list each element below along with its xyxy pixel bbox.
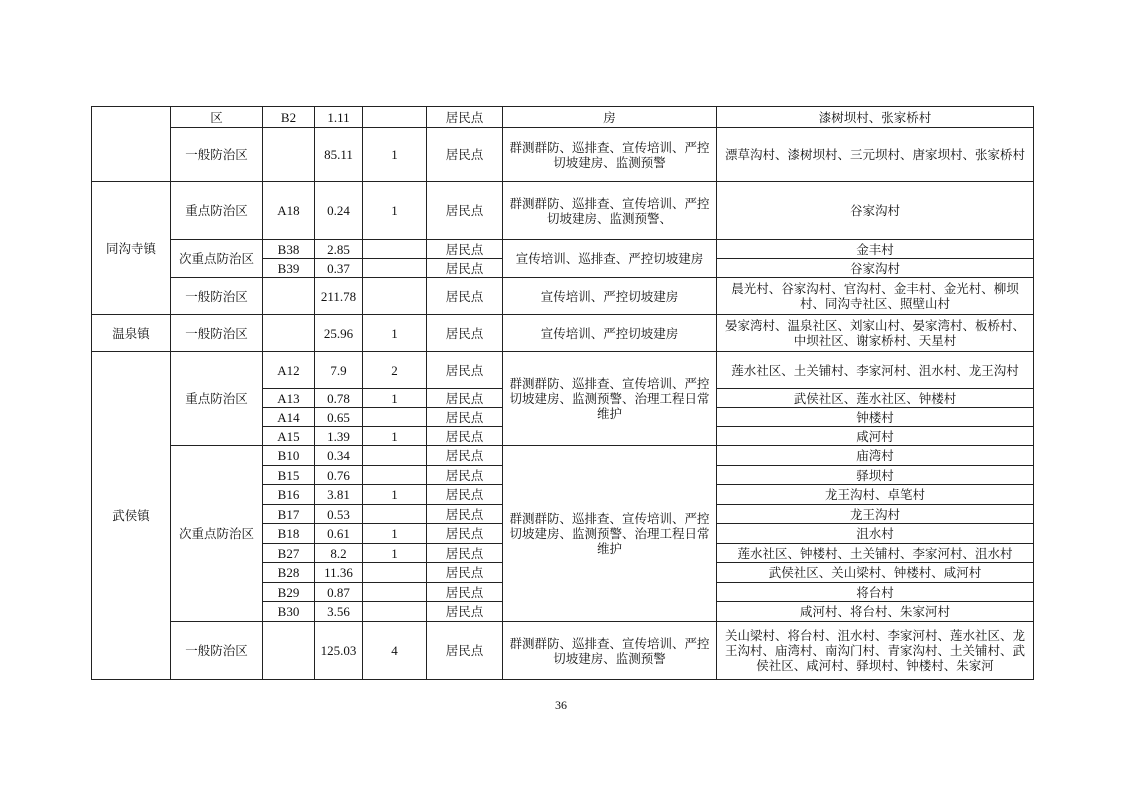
code-cell	[263, 315, 315, 352]
code-cell: A14	[263, 408, 315, 427]
count-cell	[363, 563, 427, 583]
area-cell: 0.76	[315, 466, 363, 485]
code-cell: A13	[263, 389, 315, 408]
area-cell: 8.2	[315, 544, 363, 563]
area-cell: 1.11	[315, 107, 363, 128]
target-cell: 居民点	[427, 352, 503, 389]
target-cell: 居民点	[427, 544, 503, 563]
count-cell: 1	[363, 485, 427, 505]
zone-cell: 次重点防治区	[171, 446, 263, 622]
villages-cell: 漂草沟村、漆树坝村、三元坝村、唐家坝村、张家桥村	[717, 128, 1034, 182]
measures-cell: 房	[503, 107, 717, 128]
measures-cell: 群测群防、巡排查、宣传培训、严控切坡建房、监测预警、治理工程日常维护	[503, 446, 717, 622]
count-cell	[363, 466, 427, 485]
code-cell	[263, 128, 315, 182]
code-cell: B2	[263, 107, 315, 128]
code-cell	[263, 278, 315, 315]
area-cell: 0.65	[315, 408, 363, 427]
code-cell: B39	[263, 259, 315, 278]
table-row	[92, 107, 1034, 128]
count-cell: 1	[363, 182, 427, 240]
count-cell: 1	[363, 128, 427, 182]
villages-cell: 龙王沟村、卓笔村	[717, 485, 1034, 505]
table-row	[92, 278, 1034, 315]
code-cell: B10	[263, 446, 315, 466]
count-cell: 1	[363, 427, 427, 446]
town-cell: 武侯镇	[92, 352, 171, 680]
count-cell	[363, 240, 427, 259]
target-cell: 居民点	[427, 259, 503, 278]
code-cell: B30	[263, 602, 315, 622]
villages-cell: 漆树坝村、张家桥村	[717, 107, 1034, 128]
area-cell: 25.96	[315, 315, 363, 352]
target-cell: 居民点	[427, 485, 503, 505]
count-cell: 2	[363, 352, 427, 389]
measures-cell: 群测群防、巡排查、宣传培训、严控切坡建房、监测预警、	[503, 182, 717, 240]
villages-cell: 谷家沟村	[717, 259, 1034, 278]
code-cell: A18	[263, 182, 315, 240]
area-cell: 85.11	[315, 128, 363, 182]
villages-cell: 龙王沟村	[717, 505, 1034, 524]
target-cell: 居民点	[427, 602, 503, 622]
target-cell: 居民点	[427, 583, 503, 602]
area-cell: 0.34	[315, 446, 363, 466]
count-cell	[363, 446, 427, 466]
target-cell: 居民点	[427, 389, 503, 408]
code-cell: A15	[263, 427, 315, 446]
count-cell: 1	[363, 524, 427, 544]
measures-cell: 宣传培训、严控切坡建房	[503, 315, 717, 352]
count-cell: 4	[363, 622, 427, 680]
target-cell: 居民点	[427, 278, 503, 315]
target-cell: 居民点	[427, 563, 503, 583]
villages-cell: 庙湾村	[717, 446, 1034, 466]
villages-cell: 莲水社区、钟楼村、土关铺村、李家河村、沮水村	[717, 544, 1034, 563]
area-cell: 3.81	[315, 485, 363, 505]
target-cell: 居民点	[427, 466, 503, 485]
area-cell: 1.39	[315, 427, 363, 446]
villages-cell: 谷家沟村	[717, 182, 1034, 240]
target-cell: 居民点	[427, 524, 503, 544]
villages-cell: 沮水村	[717, 524, 1034, 544]
area-cell: 3.56	[315, 602, 363, 622]
villages-cell: 钟楼村	[717, 408, 1034, 427]
measures-cell: 宣传培训、严控切坡建房	[503, 278, 717, 315]
count-cell	[363, 107, 427, 128]
target-cell: 居民点	[427, 505, 503, 524]
area-cell: 0.78	[315, 389, 363, 408]
area-cell: 0.24	[315, 182, 363, 240]
villages-cell: 金丰村	[717, 240, 1034, 259]
villages-cell: 武侯社区、关山梁村、钟楼村、咸河村	[717, 563, 1034, 583]
table-row	[92, 240, 1034, 259]
table-row	[92, 128, 1034, 182]
count-cell	[363, 583, 427, 602]
zone-cell: 区	[171, 107, 263, 128]
villages-cell: 咸河村、将台村、朱家河村	[717, 602, 1034, 622]
zone-cell: 重点防治区	[171, 182, 263, 240]
measures-cell: 群测群防、巡排查、宣传培训、严控切坡建房、监测预警、治理工程日常维护	[503, 352, 717, 446]
page-number: 36	[555, 698, 567, 712]
code-cell: B15	[263, 466, 315, 485]
area-cell: 125.03	[315, 622, 363, 680]
measures-cell: 宣传培训、巡排查、严控切坡建房	[503, 240, 717, 278]
target-cell: 居民点	[427, 182, 503, 240]
code-cell: B18	[263, 524, 315, 544]
code-cell: B28	[263, 563, 315, 583]
target-cell: 居民点	[427, 622, 503, 680]
area-cell: 211.78	[315, 278, 363, 315]
count-cell	[363, 408, 427, 427]
count-cell: 1	[363, 389, 427, 408]
area-cell: 0.61	[315, 524, 363, 544]
area-cell: 0.53	[315, 505, 363, 524]
zone-cell: 一般防治区	[171, 278, 263, 315]
zone-cell: 一般防治区	[171, 128, 263, 182]
count-cell: 1	[363, 544, 427, 563]
area-cell: 0.37	[315, 259, 363, 278]
code-cell: B29	[263, 583, 315, 602]
target-cell: 居民点	[427, 107, 503, 128]
measures-cell: 群测群防、巡排查、宣传培训、严控切坡建房、监测预警	[503, 128, 717, 182]
table-row	[92, 352, 1034, 389]
count-cell: 1	[363, 315, 427, 352]
target-cell: 居民点	[427, 446, 503, 466]
area-cell: 11.36	[315, 563, 363, 583]
town-cell: 同沟寺镇	[92, 182, 171, 315]
measures-cell: 群测群防、巡排查、宣传培训、严控切坡建房、监测预警	[503, 622, 717, 680]
prevention-zone-table	[91, 106, 1034, 680]
count-cell	[363, 278, 427, 315]
town-cell: 温泉镇	[92, 315, 171, 352]
code-cell: A12	[263, 352, 315, 389]
code-cell: B17	[263, 505, 315, 524]
target-cell: 居民点	[427, 427, 503, 446]
zone-cell: 次重点防治区	[171, 240, 263, 278]
target-cell: 居民点	[427, 408, 503, 427]
villages-cell: 关山梁村、将台村、沮水村、李家河村、莲水社区、龙王沟村、庙湾村、南沟门村、青家沟村、土关铺村、武侯社区、咸河村、驿坝村、钟楼村、朱家河	[717, 622, 1034, 680]
villages-cell: 晨光村、谷家沟村、官沟村、金丰村、金光村、柳坝村、同沟寺社区、照壁山村	[717, 278, 1034, 315]
target-cell: 居民点	[427, 128, 503, 182]
area-cell: 0.87	[315, 583, 363, 602]
table-row	[92, 622, 1034, 680]
count-cell	[363, 505, 427, 524]
count-cell	[363, 259, 427, 278]
table-row	[92, 182, 1034, 240]
villages-cell: 驿坝村	[717, 466, 1034, 485]
villages-cell: 咸河村	[717, 427, 1034, 446]
code-cell: B16	[263, 485, 315, 505]
table-row	[92, 446, 1034, 466]
area-cell: 7.9	[315, 352, 363, 389]
villages-cell: 莲水社区、土关铺村、李家河村、沮水村、龙王沟村	[717, 352, 1034, 389]
area-cell: 2.85	[315, 240, 363, 259]
code-cell: B38	[263, 240, 315, 259]
table-row	[92, 315, 1034, 352]
zone-cell: 一般防治区	[171, 315, 263, 352]
villages-cell: 武侯社区、莲水社区、钟楼村	[717, 389, 1034, 408]
zone-cell: 一般防治区	[171, 622, 263, 680]
count-cell	[363, 602, 427, 622]
target-cell: 居民点	[427, 315, 503, 352]
zone-cell: 重点防治区	[171, 352, 263, 446]
code-cell	[263, 622, 315, 680]
town-cell	[92, 107, 171, 182]
target-cell: 居民点	[427, 240, 503, 259]
villages-cell: 晏家湾村、温泉社区、刘家山村、晏家湾村、板桥村、中坝社区、谢家桥村、天星村	[717, 315, 1034, 352]
code-cell: B27	[263, 544, 315, 563]
villages-cell: 将台村	[717, 583, 1034, 602]
